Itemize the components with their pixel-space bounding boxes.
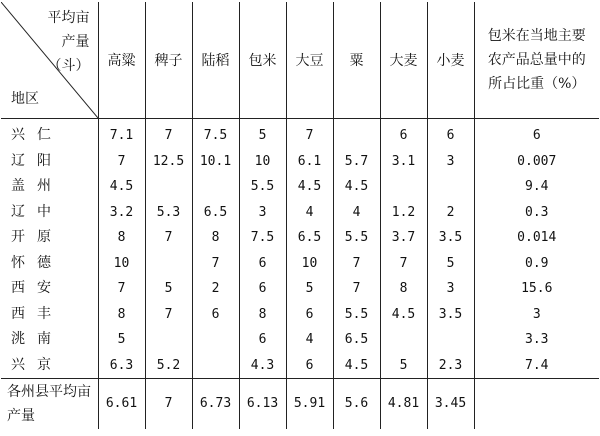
yield-cell: 8 — [98, 225, 145, 251]
region-cell: 辽阳 — [11, 152, 63, 169]
yield-cell — [145, 251, 192, 277]
crop-header: 粟 — [333, 2, 380, 119]
yield-cell: 4.5 — [333, 174, 380, 200]
header-row — [1, 2, 599, 119]
yield-cell: 6 — [239, 327, 286, 353]
yield-cell: 10.1 — [192, 149, 239, 175]
yield-cell: 6.5 — [192, 200, 239, 226]
yield-cell: 5 — [380, 353, 427, 379]
yield-cell: 5 — [239, 119, 286, 149]
yield-cell: 6 — [192, 302, 239, 328]
share-cell: 9.4 — [474, 174, 599, 200]
share-cell: 3 — [474, 302, 599, 328]
crop-header: 陆稻 — [192, 2, 239, 119]
table-row — [1, 200, 599, 226]
yield-cell: 7 — [192, 251, 239, 277]
share-cell: 6 — [474, 119, 599, 149]
footer-label: 各州县平均亩产量 — [1, 379, 98, 430]
yield-cell — [333, 119, 380, 149]
yield-cell — [380, 174, 427, 200]
yield-cell — [427, 174, 474, 200]
table-row — [1, 149, 599, 175]
yield-cell: 3.5 — [427, 225, 474, 251]
yield-cell — [427, 327, 474, 353]
yield-cell: 10 — [239, 149, 286, 175]
crop-yield-table — [1, 2, 599, 429]
table-row — [1, 174, 599, 200]
crop-header: 高粱 — [98, 2, 145, 119]
footer-value: 6.73 — [192, 379, 239, 430]
yield-cell — [192, 174, 239, 200]
yield-cell — [145, 327, 192, 353]
yield-cell: 7.1 — [98, 119, 145, 149]
yield-cell — [192, 327, 239, 353]
yield-cell: 2 — [427, 200, 474, 226]
yield-cell: 6.3 — [98, 353, 145, 379]
yield-cell: 6 — [239, 251, 286, 277]
yield-cell: 5 — [145, 276, 192, 302]
footer-value: 7 — [145, 379, 192, 430]
crop-header: 稗子 — [145, 2, 192, 119]
yield-cell: 4.5 — [333, 353, 380, 379]
yield-cell — [192, 353, 239, 379]
yield-cell: 7 — [145, 119, 192, 149]
share-cell: 3.3 — [474, 327, 599, 353]
yield-cell: 1.2 — [380, 200, 427, 226]
yield-cell: 2 — [192, 276, 239, 302]
yield-cell: 7 — [380, 251, 427, 277]
yield-cell: 3 — [427, 276, 474, 302]
table-row — [1, 302, 599, 328]
yield-cell: 7 — [98, 149, 145, 175]
table-row — [1, 327, 599, 353]
yield-cell: 6 — [427, 119, 474, 149]
yield-cell: 5.5 — [239, 174, 286, 200]
table-row — [1, 251, 599, 277]
share-cell: 0.007 — [474, 149, 599, 175]
yield-cell: 5.2 — [145, 353, 192, 379]
region-cell: 西丰 — [11, 305, 63, 322]
share-cell: 7.4 — [474, 353, 599, 379]
yield-cell: 4.5 — [286, 174, 333, 200]
yield-cell: 6 — [286, 353, 333, 379]
region-cell: 兴仁 — [11, 127, 63, 143]
yield-cell: 4 — [286, 327, 333, 353]
footer-share — [474, 379, 599, 430]
yield-cell: 12.5 — [145, 149, 192, 175]
yield-cell: 5.7 — [333, 149, 380, 175]
share-header: 包米在当地主要农产品总量中的所占比重（%） — [474, 2, 599, 119]
yield-cell: 6.5 — [333, 327, 380, 353]
yield-cell: 8 — [192, 225, 239, 251]
corner-top-line: 平均亩 — [47, 10, 90, 26]
yield-cell: 7 — [333, 276, 380, 302]
yield-cell: 6.5 — [286, 225, 333, 251]
share-cell: 0.9 — [474, 251, 599, 277]
yield-cell: 7.5 — [239, 225, 286, 251]
yield-cell: 6 — [239, 276, 286, 302]
yield-cell: 5 — [427, 251, 474, 277]
yield-cell: 10 — [98, 251, 145, 277]
yield-cell: 3.5 — [427, 302, 474, 328]
yield-cell: 3.7 — [380, 225, 427, 251]
table-row — [1, 276, 599, 302]
corner-top-line: 产量 — [61, 34, 90, 50]
yield-cell: 3.1 — [380, 149, 427, 175]
share-cell: 0.014 — [474, 225, 599, 251]
yield-cell: 5 — [286, 276, 333, 302]
footer-value: 5.6 — [333, 379, 380, 430]
footer-row — [1, 379, 599, 430]
yield-cell: 4 — [286, 200, 333, 226]
yield-cell: 4 — [333, 200, 380, 226]
region-cell: 怀德 — [11, 254, 63, 271]
region-cell: 开原 — [11, 229, 63, 245]
yield-cell: 4.5 — [98, 174, 145, 200]
crop-header: 小麦 — [427, 2, 474, 119]
corner-top-label — [48, 6, 90, 78]
yield-cell: 7.5 — [192, 119, 239, 149]
footer-value: 3.45 — [427, 379, 474, 430]
yield-cell: 3 — [239, 200, 286, 226]
yield-cell: 8 — [98, 302, 145, 328]
yield-cell: 7 — [98, 276, 145, 302]
yield-cell: 8 — [380, 276, 427, 302]
yield-cell: 5 — [98, 327, 145, 353]
table-row — [1, 353, 599, 379]
yield-cell — [380, 327, 427, 353]
yield-cell: 5.5 — [333, 302, 380, 328]
yield-cell: 7 — [145, 302, 192, 328]
corner-top-line: （斗） — [47, 58, 90, 74]
share-cell: 15.6 — [474, 276, 599, 302]
yield-cell: 5.3 — [145, 200, 192, 226]
region-cell: 辽中 — [11, 203, 63, 220]
yield-cell: 7 — [145, 225, 192, 251]
yield-cell: 10 — [286, 251, 333, 277]
region-cell: 兴京 — [11, 356, 63, 373]
yield-cell: 7 — [333, 251, 380, 277]
footer-value: 4.81 — [380, 379, 427, 430]
region-cell: 西安 — [11, 280, 63, 296]
yield-cell: 6 — [286, 302, 333, 328]
corner-header — [1, 2, 98, 119]
yield-cell: 8 — [239, 302, 286, 328]
yield-cell: 4.5 — [380, 302, 427, 328]
yield-cell: 6 — [380, 119, 427, 149]
crop-header: 大麦 — [380, 2, 427, 119]
yield-cell: 2.3 — [427, 353, 474, 379]
footer-value: 6.13 — [239, 379, 286, 430]
share-cell: 0.3 — [474, 200, 599, 226]
yield-cell: 3.2 — [98, 200, 145, 226]
yield-cell: 5.5 — [333, 225, 380, 251]
table-body — [1, 119, 599, 379]
table-row — [1, 225, 599, 251]
yield-cell: 6.1 — [286, 149, 333, 175]
yield-cell: 3 — [427, 149, 474, 175]
region-cell: 洮南 — [11, 331, 63, 347]
crop-header: 大豆 — [286, 2, 333, 119]
footer-value: 6.61 — [98, 379, 145, 430]
corner-bottom-label: 地区 — [11, 91, 39, 107]
crop-header: 包米 — [239, 2, 286, 119]
yield-cell: 4.3 — [239, 353, 286, 379]
footer-value: 5.91 — [286, 379, 333, 430]
yield-cell: 7 — [286, 119, 333, 149]
yield-cell — [145, 174, 192, 200]
table-row — [1, 119, 599, 149]
region-cell: 盖州 — [11, 178, 63, 194]
